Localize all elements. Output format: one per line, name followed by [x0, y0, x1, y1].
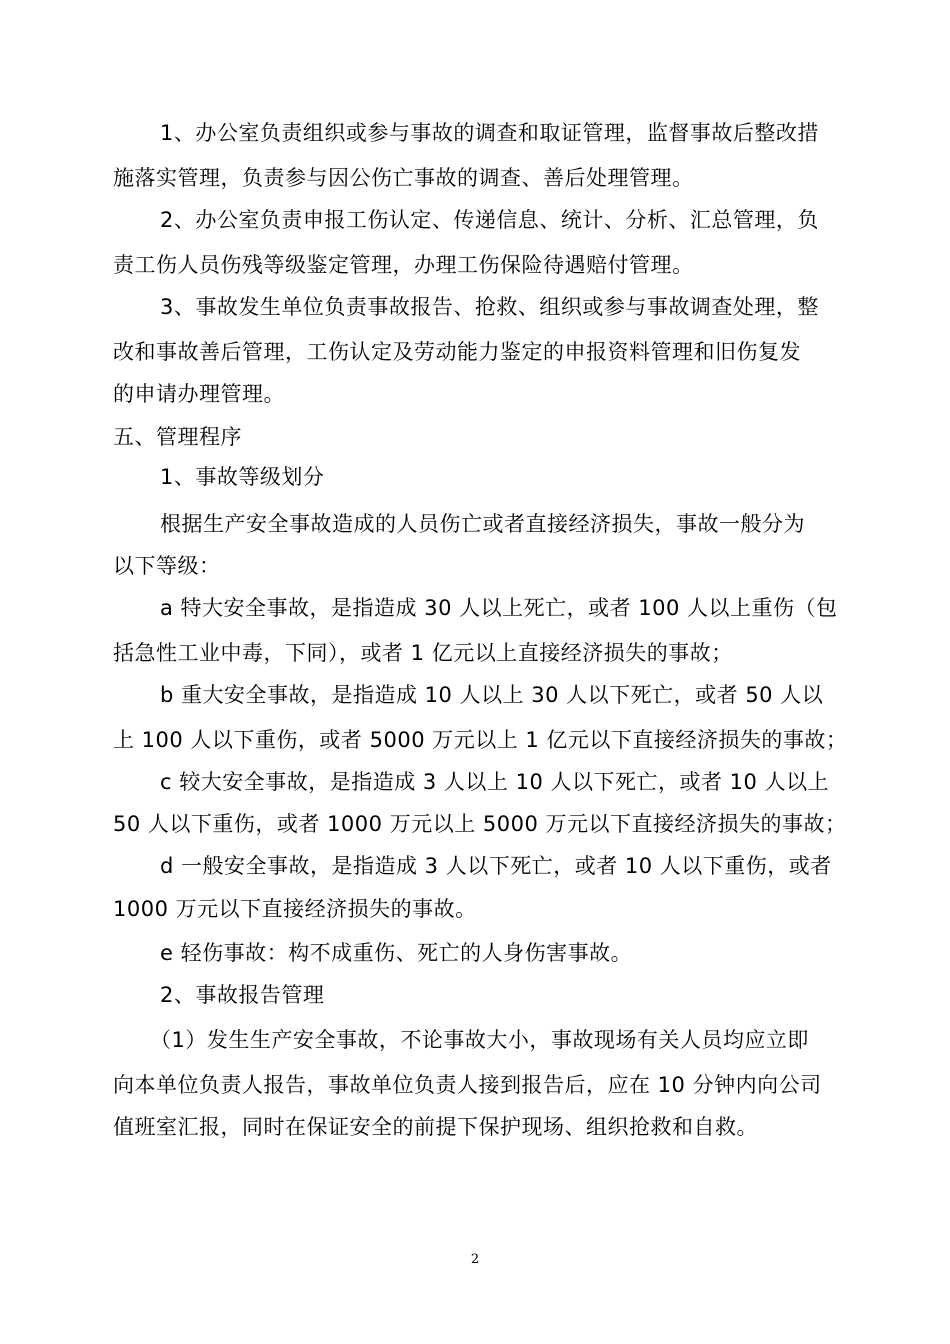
- subsection-heading: 1、事故等级划分: [160, 465, 325, 489]
- text-line: 的申请办理管理。: [113, 382, 285, 406]
- text-line: 上 100 人以下重伤，或者 5000 万元以上 1 亿元以下直接经济损失的事故；: [113, 728, 848, 752]
- text-line: c 较大安全事故，是指造成 3 人以上 10 人以下死亡，或者 10 人以上: [160, 770, 830, 794]
- text-line: d 一般安全事故，是指造成 3 人以下死亡，或者 10 人以下重伤，或者: [160, 854, 832, 878]
- text-line: （1）发生生产安全事故，不论事故大小，事故现场有关人员均应立即: [150, 1028, 809, 1052]
- text-line: 1000 万元以下直接经济损失的事故。: [113, 897, 477, 921]
- text-line: 施落实管理，负责参与因公伤亡事故的调查、善后处理管理。: [113, 166, 694, 190]
- text-line: 1、办公室负责组织或参与事故的调查和取证管理，监督事故后整改措: [160, 121, 819, 145]
- text-line: 括急性工业中毒，下同），或者 1 亿元以上直接经济损失的事故；: [113, 641, 733, 665]
- section-heading: 五、管理程序: [113, 425, 242, 449]
- text-line: 向本单位负责人报告，事故单位负责人接到报告后，应在 10 分钟内向公司: [113, 1073, 822, 1097]
- text-line: 以下等级：: [113, 554, 221, 578]
- text-line: 2、办公室负责申报工伤认定、传递信息、统计、分析、汇总管理，负: [160, 208, 819, 232]
- text-line: 责工伤人员伤残等级鉴定管理，办理工伤保险待遇赔付管理。: [113, 253, 694, 277]
- text-line: e 轻伤事故：构不成重伤、死亡的人身伤害事故。: [160, 941, 633, 965]
- subsection-heading: 2、事故报告管理: [160, 983, 325, 1007]
- text-line: 值班室汇报，同时在保证安全的前提下保护现场、组织抢救和自救。: [113, 1115, 758, 1139]
- text-line: 改和事故善后管理，工伤认定及劳动能力鉴定的申报资料管理和旧伤复发: [113, 340, 801, 364]
- text-line: a 特大安全事故，是指造成 30 人以上死亡，或者 100 人以上重伤（包: [160, 596, 838, 620]
- text-line: 3、事故发生单位负责事故报告、抢救、组织或参与事故调查处理，整: [160, 295, 819, 319]
- text-line: 根据生产安全事故造成的人员伤亡或者直接经济损失，事故一般分为: [160, 512, 805, 536]
- page-number: 2: [470, 1252, 480, 1267]
- text-line: b 重大安全事故，是指造成 10 人以上 30 人以下死亡，或者 50 人以: [160, 683, 824, 707]
- text-line: 50 人以下重伤，或者 1000 万元以上 5000 万元以下直接经济损失的事故；: [113, 812, 847, 836]
